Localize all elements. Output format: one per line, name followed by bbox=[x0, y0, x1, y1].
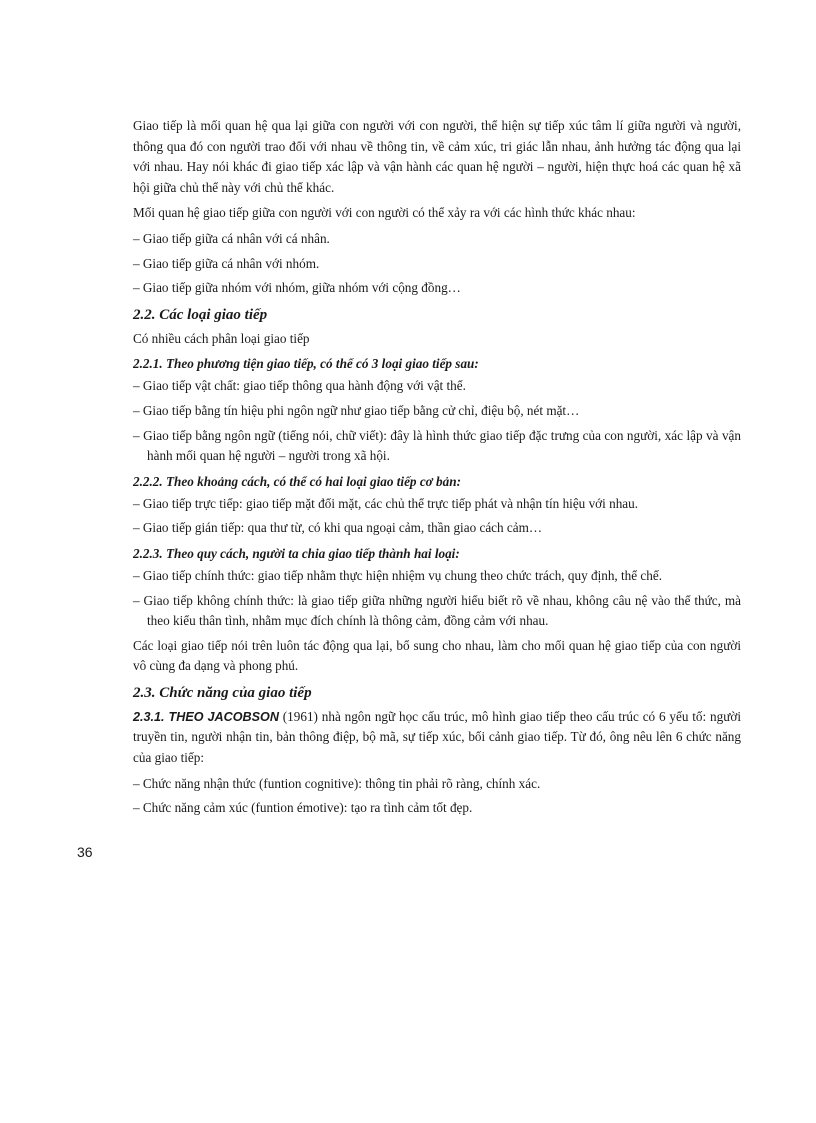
list-item: – Giao tiếp không chính thức: là giao tiếp giữa những người hiểu biết rõ về nhau, không câu nệ vào thể thức, mà theo kiểu thân tình, nhằm mục đích chính là thông cảm, đồng cảm với nhau. bbox=[133, 592, 741, 629]
closing-paragraph: Các loại giao tiếp nói trên luôn tác động qua lại, bổ sung cho nhau, làm cho mối quan hệ giao tiếp của con người vô cùng đa dạng và phong phú. bbox=[133, 637, 741, 674]
section-heading-2-2: 2.2. Các loại giao tiếp bbox=[133, 306, 268, 323]
subsection-heading-2-2-2: 2.2.2. Theo khoảng cách, có thể có hai loại giao tiếp cơ bản: bbox=[133, 473, 461, 489]
jacobson-text: (1961) nhà ngôn ngữ học cấu trúc, mô hình giao tiếp theo cấu trúc có 6 yếu tố: người truyền tin, người nhận tin, bản thông điệp, bộ mã, sự tiếp xúc, bối cảnh giao tiếp. Từ đó, ông nêu lên 6 chức năng của giao tiếp: bbox=[133, 708, 741, 766]
list-item: – Giao tiếp giữa cá nhân với nhóm. bbox=[133, 255, 320, 271]
page-number: 36 bbox=[77, 844, 93, 860]
list-item: – Giao tiếp chính thức: giao tiếp nhằm thực hiện nhiệm vụ chung theo chức trách, quy định, thể chế. bbox=[133, 567, 663, 583]
list-item: – Giao tiếp trực tiếp: giao tiếp mặt đối mặt, các chủ thể trực tiếp phát và nhận tín hiệu với nhau. bbox=[133, 495, 639, 511]
jacobson-paragraph bbox=[133, 707, 741, 769]
list-item: – Chức năng cảm xúc (funtion émotive): tạo ra tình cảm tốt đẹp. bbox=[133, 800, 473, 816]
list-item: – Giao tiếp bằng ngôn ngữ (tiếng nói, chữ viết): đây là hình thức giao tiếp đặc trưng của con người, xác lập và vận hành mối quan hệ người – người trong xã hội. bbox=[133, 427, 741, 464]
list-item: – Chức năng nhận thức (funtion cognitive): thông tin phải rõ ràng, chính xác. bbox=[133, 775, 541, 791]
section-intro: Có nhiều cách phân loại giao tiếp bbox=[133, 330, 310, 346]
page-body bbox=[133, 116, 741, 823]
list-item: – Giao tiếp giữa nhóm với nhóm, giữa nhóm với cộng đồng… bbox=[133, 280, 461, 296]
intro-paragraph-2: Mối quan hệ giao tiếp giữa con người với con người có thể xảy ra với các hình thức khác nhau: bbox=[133, 205, 636, 221]
section-heading-2-3: 2.3. Chức năng của giao tiếp bbox=[133, 684, 312, 701]
intro-paragraph-1: Giao tiếp là mối quan hệ qua lại giữa con người với con người, thể hiện sự tiếp xúc tâm lí giữa người và người, thông qua đó con người trao đổi với nhau về thông tin, về cảm xúc, tri giác lẫn nhau, ảnh hưởng tác động qua lại với nhau. Hay nói khác đi giao tiếp xác lập và vận hành các quan hệ người – người, hiện thực hoá các quan hệ xã hội giữa chủ thể này với chủ thể khác. bbox=[133, 118, 741, 195]
list-item: – Giao tiếp bằng tín hiệu phi ngôn ngữ như giao tiếp bằng cử chỉ, điệu bộ, nét mặt… bbox=[133, 402, 580, 418]
subsection-heading-2-2-3: 2.2.3. Theo quy cách, người ta chia giao tiếp thành hai loại: bbox=[133, 545, 460, 561]
list-item: – Giao tiếp vật chất: giao tiếp thông qua hành động với vật thể. bbox=[133, 378, 466, 394]
subsection-lead-2-3-1: 2.3.1. THEO JACOBSON bbox=[133, 709, 279, 724]
list-item: – Giao tiếp gián tiếp: qua thư từ, có khi qua ngoại cảm, thần giao cách cảm… bbox=[133, 520, 543, 536]
list-item: – Giao tiếp giữa cá nhân với cá nhân. bbox=[133, 230, 330, 246]
subsection-heading-2-2-1: 2.2.1. Theo phương tiện giao tiếp, có thể có 3 loại giao tiếp sau: bbox=[133, 356, 479, 372]
